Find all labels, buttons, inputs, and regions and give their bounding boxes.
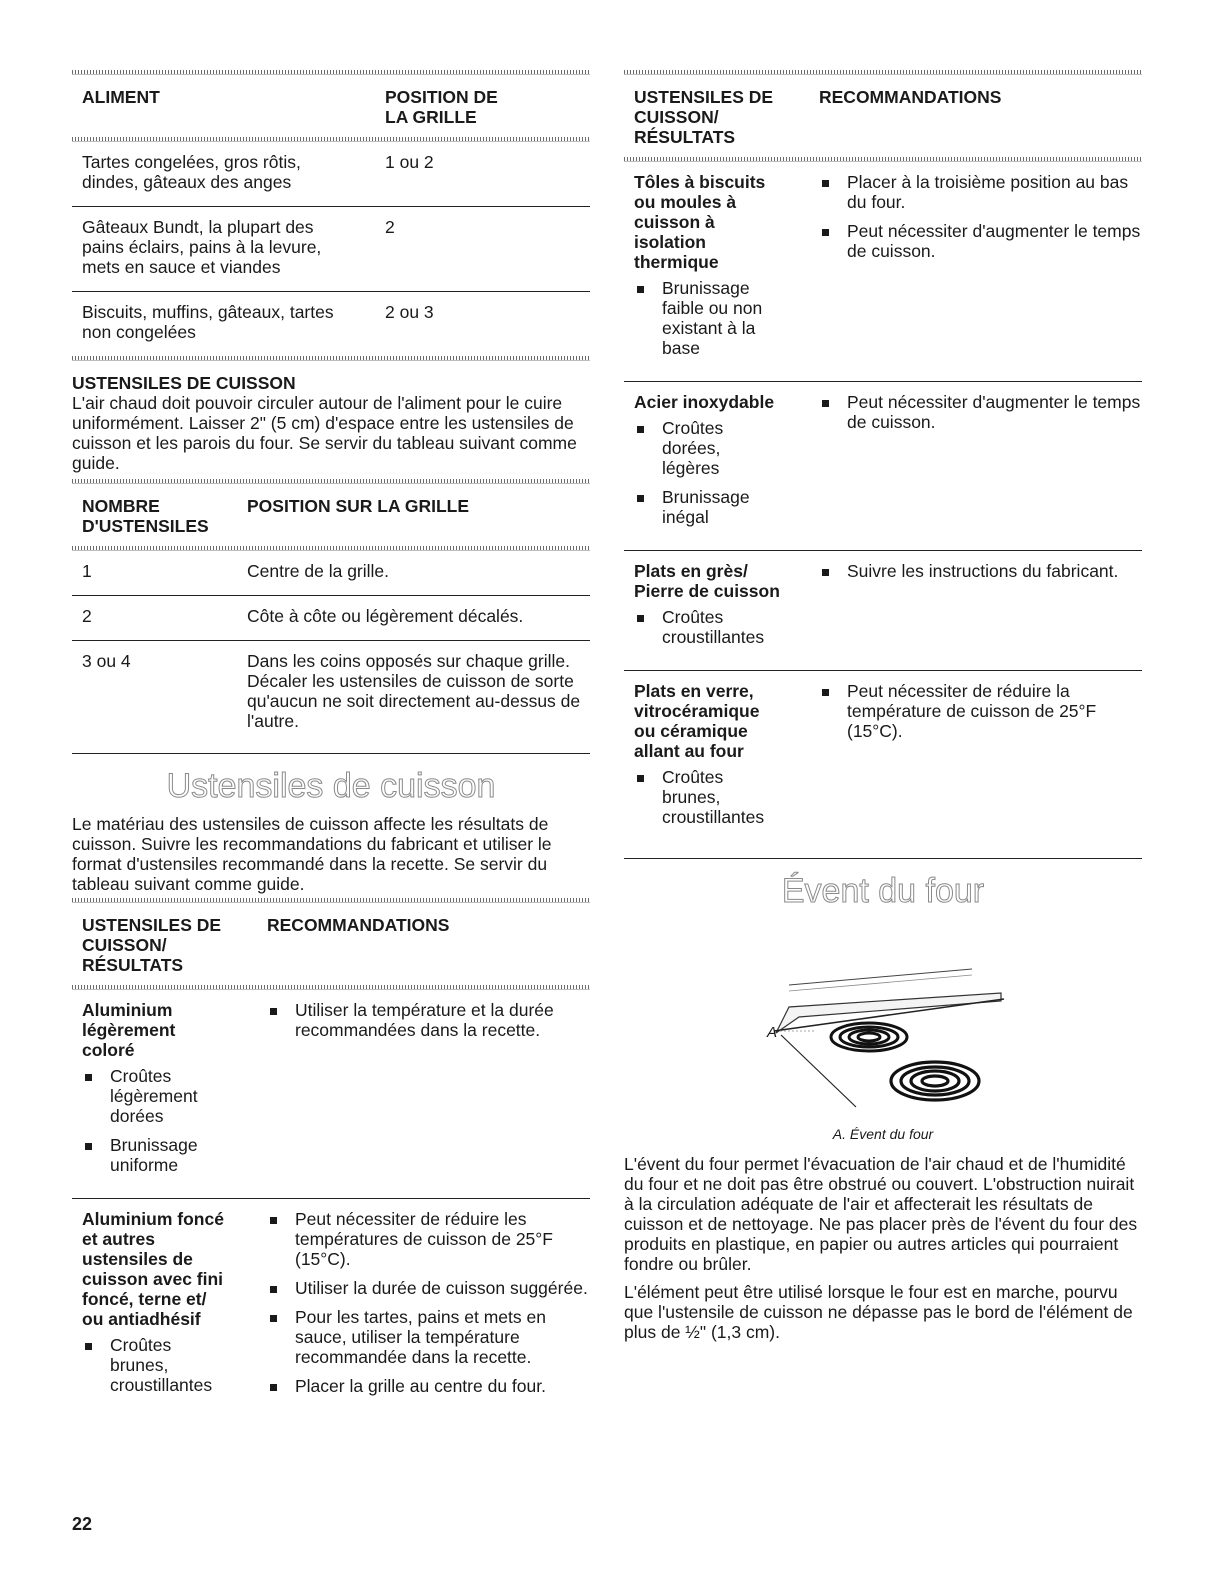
recommendation-item: Pour les tartes, pains et mets en sauce, utiliser la température recommandée dans la recette. (267, 1307, 590, 1367)
left-column (72, 70, 590, 1419)
cookware-name: Acier inoxydable (634, 392, 775, 412)
count-cell: 1 (82, 561, 92, 581)
table-row (72, 990, 590, 1198)
result-item: Croûtes croustillantes (634, 607, 819, 647)
results-list (634, 767, 819, 827)
cookware-name: Tôles à biscuits ou moules à cuisson à isolation thermique (634, 172, 766, 272)
pan-table-header (72, 484, 590, 546)
row-divider (624, 858, 1142, 859)
table-row (72, 1199, 590, 1419)
position-cell: 1 ou 2 (385, 152, 434, 172)
results-list (634, 607, 819, 647)
coil-element-icon (891, 1062, 979, 1100)
recommendations-list (819, 172, 1142, 261)
count-cell: 2 (82, 606, 92, 626)
position-cell: 2 ou 3 (385, 302, 434, 322)
recommendations-cell (267, 1000, 590, 1184)
right-column (624, 70, 1142, 1342)
result-item: Brunissage faible ou non existant à la base (634, 278, 819, 358)
food-cell: Biscuits, muffins, gâteaux, tartes non congelées (82, 302, 334, 342)
result-item: Brunissage uniforme (82, 1135, 267, 1175)
table-row (624, 671, 1142, 858)
oven-vent-figure (624, 919, 1142, 1124)
table-row (624, 551, 1142, 670)
page-number: 22 (72, 1514, 93, 1534)
result-item: Brunissage inégal (634, 487, 819, 527)
vent-paragraph: L'évent du four permet l'évacuation de l'air chaud et de l'humidité du four et ne doit pas être obstrué ou couvert. L'obstruction nuirait à la circulation adéquate de l'air et affecterait les résultats de cuisson et de nettoyage. Ne pas placer près de l'évent du four des produits en plastique, en papier ou autres articles qui pourraient fondre ou brûler. (624, 1154, 1138, 1274)
cookware-name: Plats en grès/ Pierre de cuisson (634, 561, 780, 601)
result-item: Croûtes brunes, croustillantes (634, 767, 819, 827)
cookware-cell (634, 561, 819, 656)
recommendations-cell (267, 1209, 590, 1405)
row-divider (72, 753, 590, 754)
food-cell: Gâteaux Bundt, la plupart des pains éclairs, pains à la levure, mets en sauce et viandes (82, 217, 322, 277)
cookware-cell (634, 172, 819, 367)
vent-section-title: Évent du four (781, 872, 985, 910)
results-list (82, 1335, 267, 1395)
cookware-table-header (72, 903, 590, 985)
table-row (72, 292, 590, 356)
position-cell: 2 (385, 217, 395, 237)
pan-position-cell: Côte à côte ou légèrement décalés. (247, 606, 524, 626)
table-bottom-rule (72, 356, 590, 361)
recommendations-column-header: RECOMMANDATIONS (267, 915, 450, 935)
pan-position-cell: Centre de la grille. (247, 561, 390, 581)
pan-section-text: L'air chaud doit pouvoir circuler autour de l'aliment pour le cuire uniformément. Laisser 2" (5 cm) d'espace entre les ustensiles de cuisson et les parois du four. Se servir du tableau suivant comme guide. (72, 393, 577, 473)
recommendations-column-header: RECOMMANDATIONS (819, 87, 1002, 107)
element-paragraph: L'élément peut être utilisé lorsque le four est en marche, pourvu que l'ustensile de cuisson ne dépasse pas le bord de l'élément de plus de ½" (1,3 cm). (624, 1282, 1133, 1342)
cookware-cell (634, 392, 819, 536)
table-row (624, 162, 1142, 381)
cookware-name: Plats en verre, vitrocéramique ou céramique allant au four (634, 681, 760, 761)
food-cell: Tartes congelées, gros rôtis, dindes, gâteaux des anges (82, 152, 301, 192)
recommendation-item: Placer la grille au centre du four. (267, 1376, 590, 1396)
recommendations-list (267, 1209, 590, 1396)
table-row (72, 207, 590, 291)
cookware-cell (82, 1000, 267, 1184)
pan-section-heading: USTENSILES DE CUISSON (72, 373, 296, 393)
recommendations-list (819, 392, 1142, 432)
result-item: Croûtes légèrement dorées (82, 1066, 267, 1126)
recommendation-item: Peut nécessiter d'augmenter le temps de cuisson. (819, 392, 1142, 432)
table-row (72, 551, 590, 595)
position-column-header: POSITION DE LA GRILLE (385, 87, 498, 127)
cookware-table-header-continued (624, 75, 1142, 157)
results-list (82, 1066, 267, 1175)
cookware-section-title: Ustensiles de cuisson (166, 767, 496, 805)
recommendation-item: Utiliser la durée de cuisson suggérée. (267, 1278, 590, 1298)
cookware-column-header: USTENSILES DE CUISSON/ RÉSULTATS (634, 87, 774, 147)
recommendation-item: Peut nécessiter d'augmenter le temps de cuisson. (819, 221, 1142, 261)
table-row (72, 142, 590, 206)
table-row (624, 382, 1142, 550)
cookware-name: Aluminium foncé et autres ustensiles de cuisson avec fini foncé, terne et/ ou antiadhésif (82, 1209, 224, 1329)
recommendations-list (819, 561, 1142, 581)
cookware-cell (82, 1209, 267, 1405)
cookware-column-header: USTENSILES DE CUISSON/ RÉSULTATS (82, 915, 222, 975)
recommendations-cell (819, 172, 1142, 367)
figure-label: A (767, 1024, 778, 1041)
cookware-cell (634, 681, 819, 836)
table-row (72, 596, 590, 640)
food-column-header: ALIMENT (82, 87, 160, 107)
recommendations-cell (819, 561, 1142, 656)
pan-position-cell: Dans les coins opposés sur chaque grille. Décaler les ustensiles de cuisson de sorte qu'aucun ne soit directement au-dessus de l'autre. (247, 651, 581, 731)
recommendation-item: Peut nécessiter de réduire les températures de cuisson de 25°F (15°C). (267, 1209, 590, 1269)
count-column-header: NOMBRE D'USTENSILES (82, 496, 209, 536)
recommendations-list (267, 1000, 590, 1040)
coil-element-icon (831, 1023, 907, 1051)
results-list (634, 418, 819, 527)
oven-vent-illustration (624, 919, 1142, 1124)
recommendations-cell (819, 681, 1142, 836)
recommendation-item: Placer à la troisième position au bas du four. (819, 172, 1142, 212)
recommendation-item: Utiliser la température et la durée recommandées dans la recette. (267, 1000, 590, 1040)
recommendation-item: Suivre les instructions du fabricant. (819, 561, 1142, 581)
food-table-header (72, 75, 590, 137)
figure-caption: A. Évent du four (832, 1126, 934, 1142)
results-list (634, 278, 819, 358)
result-item: Croûtes brunes, croustillantes (82, 1335, 267, 1395)
result-item: Croûtes dorées, légères (634, 418, 819, 478)
recommendations-list (819, 681, 1142, 741)
cookware-section-text: Le matériau des ustensiles de cuisson affecte les résultats de cuisson. Suivre les recommandations du fabricant et utiliser le format d'ustensiles recommandé dans la recette. Se servir du tableau suivant comme guide. (72, 814, 552, 894)
count-cell: 3 ou 4 (82, 651, 131, 671)
cookware-name: Aluminium légèrement coloré (82, 1000, 176, 1060)
recommendations-cell (819, 392, 1142, 536)
pan-position-column-header: POSITION SUR LA GRILLE (247, 496, 469, 516)
table-row (72, 641, 590, 753)
recommendation-item: Peut nécessiter de réduire la température de cuisson de 25°F (15°C). (819, 681, 1142, 741)
